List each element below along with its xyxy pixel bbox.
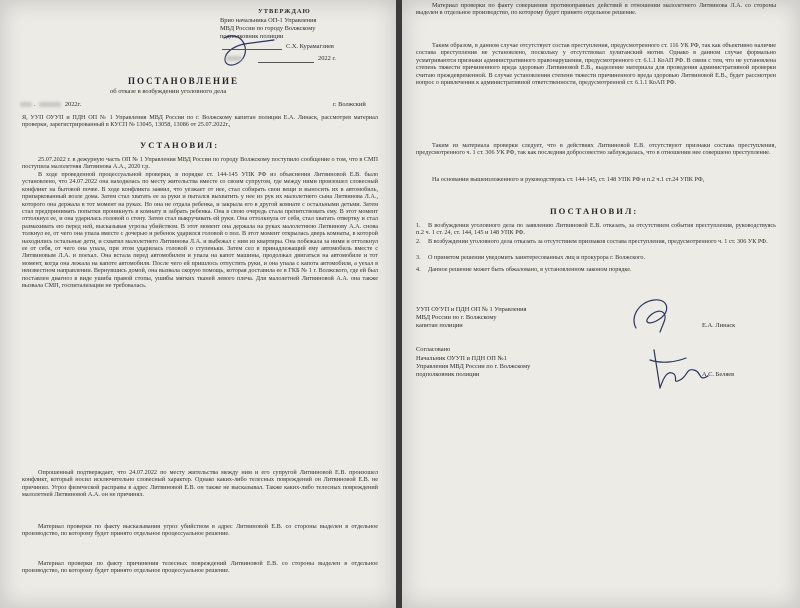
approval-signature-line [222, 49, 282, 50]
date-day-redacted [20, 102, 32, 107]
established-heading: УСТАНОВИЛ: [140, 140, 220, 150]
approval-day-redacted [226, 56, 242, 61]
sign2-line1: Начальник ОУУП и ПДН ОП №1 [416, 355, 507, 362]
approval-title: УТВЕРЖДАЮ [258, 8, 311, 15]
date-line: . 2022г. [18, 101, 81, 108]
city: г. Волжский [333, 101, 366, 108]
sign2-line2: Управления МВД России по г. Волжскому [416, 363, 531, 370]
date-year: 2022г. [64, 101, 82, 108]
resolution-item-2: 2. В возбуждении уголовного дела отказать за отсутствием признаков состава преступления, предусмотренного ч. 1 ст. 306 УК РФ. [416, 238, 768, 245]
document-page-right [402, 0, 800, 608]
resolved-heading: ПОСТАНОВИЛ: [550, 206, 639, 216]
right-paragraph-4: На основании вышеизложенного и руководствуясь ст. 144-145, ст. 148 УПК РФ и п.2 ч.1 ст.24 УПК РФ, [432, 176, 705, 183]
sign2-signature [646, 340, 714, 396]
right-paragraph-2: Таким образом, в данном случае отсутствует состав преступления, предусмотренного ст. 116 УК РФ, так как объективно наличие состава преступления не установлено, поскольку у отсутствовал хулиганский мотив. Однако в данном случае формально усматриваются признаки административного правонарушения, предусмотренного ст. 6.1.1 КоАП РФ. В связи с тем, что не установлена степень тяжести причиненного вреда здоровью Литвиновой Е.В., выделение материала для проведения административной проверки считаю преждевременной. В случае установления степени тяжести причиненного вреда здоровью Литвиновой Е.В., будет рассмотрен вопрос о привлечении к административной ответственности, предусмотренной ст. 6.1.1 КоАП РФ. [416, 42, 776, 87]
approval-line1: Врио начальника ОП-1 Управления [220, 17, 317, 24]
paragraph-2: В ходе проведенной процессуальной проверки, в порядке ст. 144-145 УПК РФ из объяснения Литвиновой Е.В. было установлено, что 24.07.2022 она находилась по месту жительства вместе со своим супругом, где между ними произошел словесный конфликт на бытовой почве. В ходе конфликта заявил, что уезжает от нее, стал собирать свои вещи и выносить их в автомобиль, припаркованный возле дома. Затем стал хватать ее за руки и пытался выхватить у нее из рук их малолетнего сына Литвинова Л.А., которого она держала в тот момент на руках. Но она не отдала ребенка, и закрыла его в другой комнате с остальными детьми. Затем стал предпринимать попытки проникнуть в комнату и забрать ребенка. Она в свою очередь стала препятствовать ему. В этот момент оттолкнул ее, и она ударилась головой о стену. Затем стал выкручивать ей руки. Она оттолкнула от себя, стал хватать отвертку и стал размахивать ею перед ней, высказывая угрозы убийством. В этот момент она держала на руках малолетнюю Литвинову А.А. снова толкнул ее, от чего она упала вместе с дочерью и ребенок ударился головой о пол. В этот момент открылась дверь комнаты, в которой находились остальные дети, и схватил малолетнего Литвинова Л.А. и выбежал с ним из квартиры. Она побежала за ними и оттолкнул ее от себя, от чего она упала, при этом ударилась головой о ступеньки. Затем сел в принадлежащий ему автомобиль вместе с Литвиновым Л.А. и поехал. Она встала перед автомобилем и упала на капот машины, продолжал двигаться на автомобиле и тот момент, когда она лежала на капоте автомобиля. После чего ей пришлось отпустить руки, и она упала с капота автомобиля, а уехал в неизвестном направлении. Вернувшись домой, она вызвала скорую помощь, которая доставила ее в ГКБ № 1 г. Волжского, где ей был поставлен диагноз в виде ушиба правой стопы, ушибы мягких тканей левого плеча. Для малолетней Литвиновой А.А. она также вызвала СМП, госпитализации не требовалась. [22, 171, 378, 290]
sign1-name: Е.А. Линаск [702, 322, 736, 329]
approval-line2: МВД России по городу Волжскому [220, 25, 316, 32]
date-month-redacted [39, 102, 61, 107]
document-page-left [0, 0, 396, 608]
approval-date-line [258, 62, 314, 63]
right-paragraph-3: Таким из материала проверки следует, что в действиях Литвиновой Е.В. отсутствуют признаки состава преступления, предусмотренного ч. 1 ст. 306 УК РФ, так как последняя добросовестно заблуждалась, что в отношении нее совершено преступление. [416, 142, 776, 157]
approval-line3: подполковник полиции [220, 33, 284, 40]
doc-title: ПОСТАНОВЛЕНИЕ [128, 76, 240, 86]
paragraph-4: Материал проверки по факту высказывания угроз убийством в адрес Литвиновой Е.В. со стороны выделен в отдельное производство, по которому будет принято отдельное процессуальное решение. [22, 523, 378, 538]
sign1-line3: капитан полиции [416, 322, 463, 329]
sign1-signature [624, 292, 684, 338]
resolution-item-3: 3. О принятом решении уведомить заинтересованных лиц и прокурора г. Волжского. [416, 254, 646, 261]
paragraph-5: Материал проверки по факту причинения телесных повреждений Литвиновой Е.В. со стороны выделен в отдельное производство, по которому будет принято отдельное процессуальное решение. [22, 560, 378, 575]
approval-year: 2022 г. [318, 55, 336, 62]
paragraph-3: Опрошенный подтверждает, что 24.07.2022 по месту жительства между ним и его супругой Литвиновой Е.В. произошел конфликт, который носил исключительно словесный характер. Однако каких-либо телесных повреждений он Литвиновой Е.В. не причинил. Угроз физической расправы в адрес Литвиновой Е.В. он также не высказывал. Также каких-либо телесных повреждений малолетней Литвиновой А.А. он не причинял. [22, 469, 378, 499]
sign1-line1: УУП ОУУП и ПДН ОП № 1 Управления [416, 306, 527, 313]
right-paragraph-1: Материал проверки по факту совершения противоправных действий в отношении малолетнего Литвинова Л.А. со стороны выделен в отдельное производство, по которому будет принято отдельное решение. [416, 2, 776, 17]
doc-subtitle: об отказе в возбуждении уголовного дела [110, 88, 227, 95]
sign2-line3: подполковник полиции [416, 371, 480, 378]
intro-paragraph: Я, УУП ОУУП и ПДН ОП № 1 Управления МВД России по г. Волжскому капитан полиции Е.А. Линаск, рассмотрев материал проверки, зарегистрированный в КУСП № 13045, 13058, 13086 от 25.07.2022г., [22, 114, 378, 129]
paragraph-1: 25.07.2022 г. в дежурную часть ОП № 1 Управления МВД России по городу Волжскому поступило сообщение о том, что в СМП поступила малолетняя Литвинова А.А., 2020 г.р. [22, 156, 378, 171]
agreed-label: Согласовано [416, 346, 451, 353]
resolution-item-4: 4. Данное решение может быть обжаловано, в установленном законом порядке. [416, 266, 632, 273]
approval-signer: С.Х. Курамагзиев [286, 43, 334, 50]
resolution-item-1: 1. В возбуждении уголовного дела по заявлению Литвиновой Е.В. отказать, за отсутствием события преступления, руководствуясь п.2 ч. 1 ст. 24, ст. 144, 145 и 148 УПК РФ. [416, 222, 776, 237]
sign1-line2: МВД России по г. Волжскому [416, 314, 497, 321]
sign2-name: А.С. Беляев [702, 371, 735, 378]
